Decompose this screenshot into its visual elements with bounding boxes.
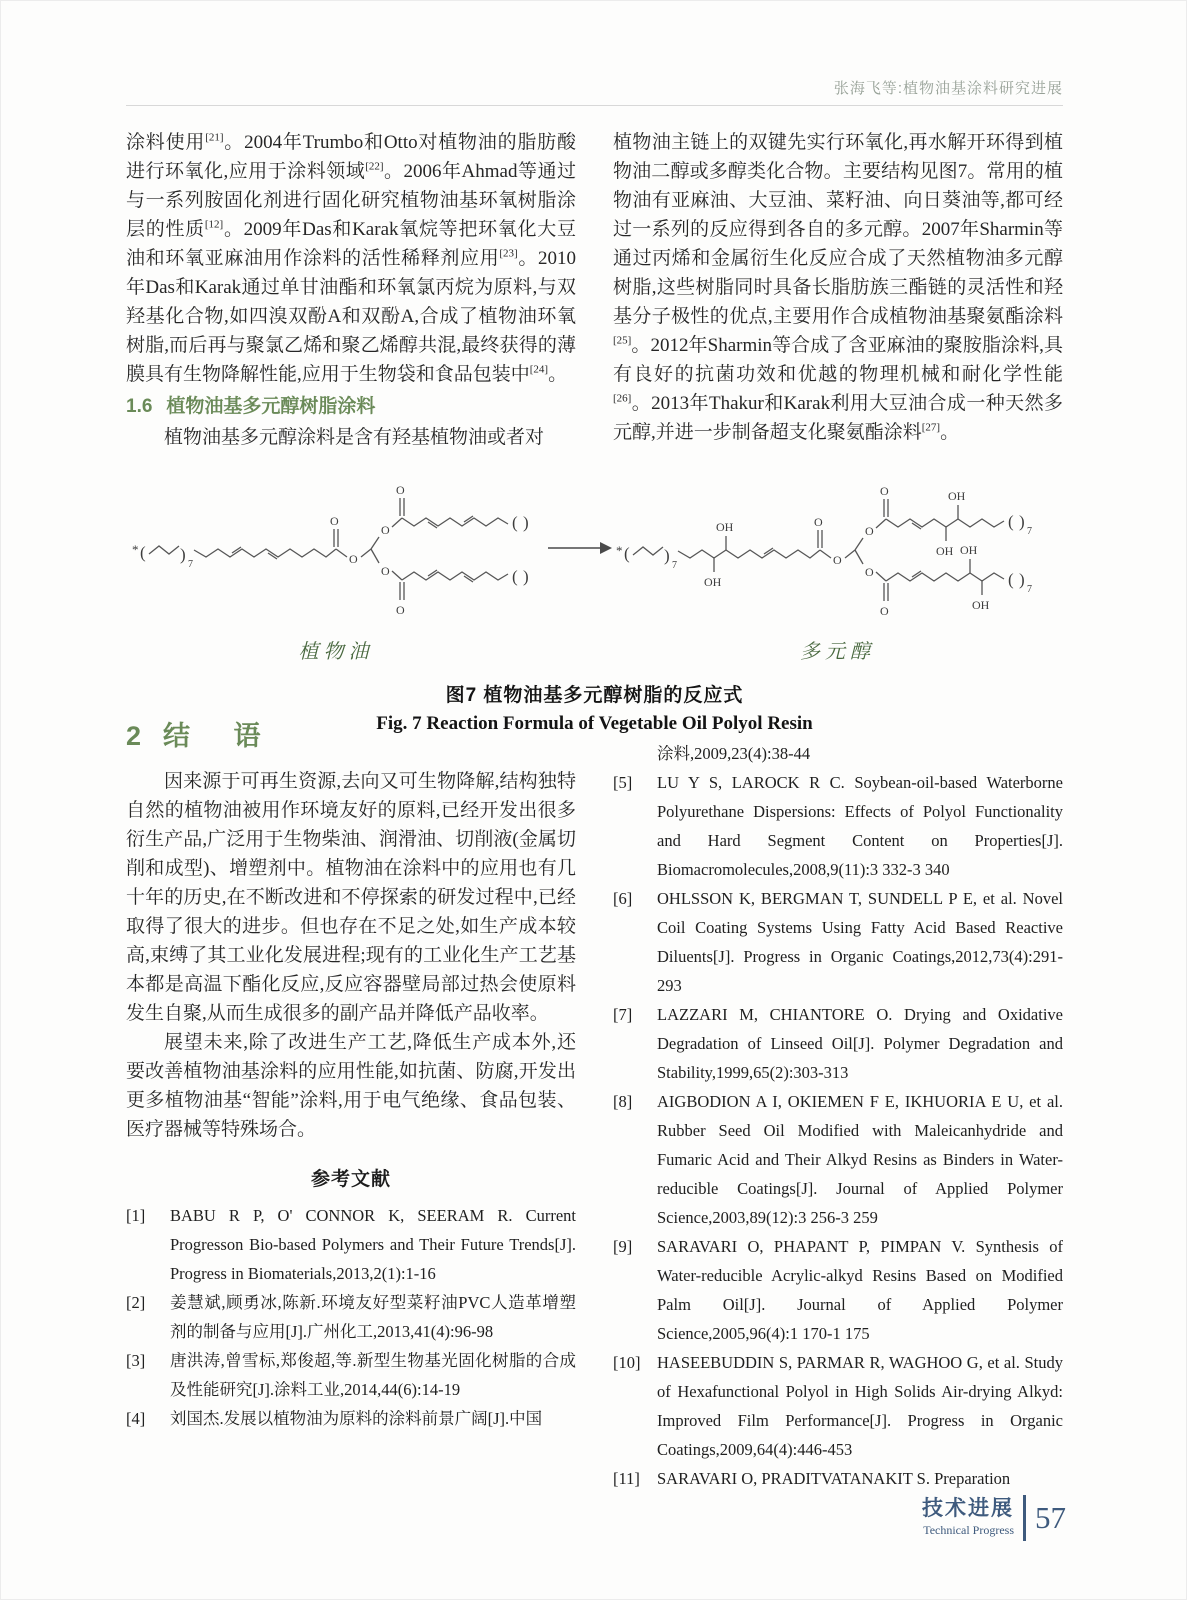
reference-text: LAZZARI M, CHIANTORE O. Drying and Oxidative Degradation of Linseed Oil[J]. Polymer Degradation and Stability,1999,65(2):303-313 <box>657 1005 1063 1082</box>
reference-text: HASEEBUDDIN S, PARMAR R, WAGHOO G, et al. Study of Hexafunctional Polyol in High Solids Air-drying Alkyd: Improved Film Performance[J]. Progress in Organic Coatings,2009,64(4):446-453 <box>657 1353 1063 1459</box>
svg-text:(: ( <box>624 544 630 563</box>
svg-text:OH: OH <box>936 544 954 558</box>
reference-text: OHLSSON K, BERGMAN T, SUNDELL P E, et al. Novel Coil Coating Systems Using Fatty Acid Based Reactive Diluents[J]. Progress in Organic Coatings,2012,73(4):291-293 <box>657 889 1063 995</box>
reference-text: BABU R P, O' CONNOR K, SEERAM R. Current Progresson Bio-based Polymers and Their Future Trends[J]. Progress in Biomaterials,2013,2(1):1-16 <box>170 1206 576 1283</box>
svg-text:O: O <box>349 552 358 566</box>
reference-text: 姜慧斌,顾勇冰,陈新.环境友好型菜籽油PVC人造革增塑剂的制备与应用[J].广州化工,2013,41(4):96-98 <box>170 1293 576 1341</box>
svg-text:): ) <box>523 513 529 532</box>
figure-structures <box>126 463 1063 633</box>
svg-text:*: * <box>132 542 139 557</box>
svg-text:O: O <box>833 553 842 567</box>
bottom-columns <box>126 713 1063 1493</box>
footer-divider-bar <box>1023 1495 1026 1541</box>
reference-number: [2] <box>126 1293 146 1312</box>
paragraph-continuation: 涂料使用[21]。2004年Trumbo和Otto对植物油的脂肪酸进行环氧化,应用于涂料领域[22]。2006年Ahmad等通过与一系列胺固化剂进行固化研究植物油基环氧树脂涂层的性质[12]。2009年Das和Karak氧烷等把环氧化大豆油和环氧亚麻油用作涂料的活性稀释剂应用[23]。2010年Das和Karak通过单甘油酯和环氧氯丙烷为原料,与双羟基化合物,如四溴双酚A和双酚A,合成了植物油环氧树脂,而后再与聚氯乙烯和聚乙烯醇共混,最终获得的薄膜具有生物降解性能,应用于生物袋和食品包装中[24]。 <box>126 131 576 385</box>
section-number: 2 <box>126 721 142 751</box>
reference-continuation: 涂料,2009,23(4):38-44 <box>657 744 811 763</box>
reference-text: SARAVARI O, PHAPANT P, PIMPAN V. Synthesis of Water-reducible Acrylic-alkyd Resins Based on Modified Palm Oil[J]. Journal of Applied Polymer Science,2005,96(4):1 170-1 175 <box>657 1237 1063 1343</box>
figure-caption-en: Fig. 7 Reaction Formula of Vegetable Oil Polyol Resin <box>376 713 813 734</box>
reference-item <box>126 1201 576 1288</box>
svg-text:(: ( <box>140 543 146 562</box>
conclusion-paragraph-2: 展望未来,除了改进生产工艺,降低生产成本外,还要改善植物油基涂料的应用性能,如抗菌、防腐,开发出更多植物油基“智能”涂料,用于电气绝缘、食品包装、医疗器械等特殊场合。 <box>126 1032 576 1140</box>
structure-label-vegetable-oil: 植物油 <box>298 641 374 663</box>
reference-item <box>126 1288 576 1346</box>
reference-text: 唐洪涛,曾雪标,郑俊超,等.新型生物基光固化树脂的合成及性能研究[J].涂料工业,2014,44(6):14-19 <box>170 1351 576 1399</box>
svg-text:): ) <box>1019 570 1025 589</box>
reference-item <box>126 1346 576 1404</box>
svg-text:O: O <box>865 524 874 538</box>
reference-number: [4] <box>126 1409 146 1428</box>
svg-text:O: O <box>381 523 390 537</box>
right-column-top <box>613 128 1063 452</box>
reference-item <box>613 1087 1063 1232</box>
references-heading: 参考文献 <box>310 1169 391 1190</box>
running-header <box>126 77 1063 98</box>
reference-item <box>126 1404 576 1433</box>
svg-text:O: O <box>865 565 874 579</box>
reference-number: [3] <box>126 1351 146 1370</box>
reference-item <box>613 884 1063 1000</box>
section-number: 1.6 <box>126 396 153 417</box>
reference-number: [10] <box>613 1353 641 1372</box>
running-header-text: 张海飞等:植物油基涂料研究进展 <box>833 80 1063 97</box>
reference-item <box>613 1348 1063 1464</box>
footer-label-en: Technical Progress <box>923 1523 1014 1537</box>
reference-text: AIGBODION A I, OKIEMEN F E, IKHUORIA E U, et al. Rubber Seed Oil Modified with Maleicanhydride and Fumaric Acid and Their Alkyd Resins as Binders in Water-reducible Coatings[J]. Journal of Applied Polymer Science,2003,89(12):3 256-3 259 <box>657 1092 1063 1227</box>
section-title: 植物油基多元醇树脂涂料 <box>166 396 376 417</box>
section-heading-2 <box>126 719 576 753</box>
reference-text: LU Y S, LAROCK R C. Soybean-oil-based Waterborne Polyurethane Dispersions: Effects of Polyol Functionality and Hard Segment Content on Properties[J]. Biomacromolecules,2008,9(11):3 332-3 340 <box>657 773 1063 879</box>
svg-text:7: 7 <box>1027 526 1032 537</box>
reference-number: [9] <box>613 1237 633 1256</box>
figure-7 <box>126 463 1063 735</box>
left-column-bottom <box>126 713 576 1493</box>
reference-item <box>613 768 1063 884</box>
svg-text:7: 7 <box>672 560 677 571</box>
svg-text:): ) <box>1019 512 1025 531</box>
section-heading-1-6 <box>126 391 576 423</box>
svg-text:7: 7 <box>188 559 193 570</box>
svg-text:OH: OH <box>716 520 734 534</box>
section-title: 结 语 <box>163 721 279 751</box>
reaction-arrow <box>546 538 612 558</box>
reference-item <box>613 1464 1063 1493</box>
svg-text:OH: OH <box>972 598 990 612</box>
svg-text:O: O <box>814 515 823 529</box>
svg-text:): ) <box>523 567 529 586</box>
top-columns <box>126 128 1063 452</box>
figure-caption-cn: 图7 植物油基多元醇树脂的反应式 <box>445 685 744 706</box>
svg-text:*: * <box>616 543 623 558</box>
footer-section-label <box>922 1498 1014 1538</box>
footer-label-cn: 技术进展 <box>922 1497 1014 1520</box>
right-column-bottom <box>613 713 1063 1493</box>
reference-list-right <box>613 768 1063 1493</box>
label-cell-right <box>612 635 1063 664</box>
reference-item <box>613 1000 1063 1087</box>
reference-number: [8] <box>613 1092 633 1111</box>
paragraph-right: 植物油主链上的双键先实行环氧化,再水解开环得到植物油二醇或多醇类化合物。主要结构见图7。常用的植物油有亚麻油、大豆油、菜籽油、向日葵油等,都可经过一系列的反应得到各自的多元醇。2007年Sharmin等通过丙烯和金属衍生化反应合成了天然植物油多元醇树脂,这些树脂同时具备长脂肪族三酯链的灵活性和羟基分子极性的优点,主要用作合成植物油基聚氨酯涂料[25]。2012年Sharmin等合成了含亚麻油的聚胺脂涂料,具有良好的抗菌功效和优越的物理机械和耐化学性能[26]。2013年Thakur和Karak利用大豆油合成一种天然多元醇,并进一步制备超支化聚氨酯涂料[27]。 <box>613 132 1063 443</box>
page-number: 57 <box>1035 1500 1066 1535</box>
reference-list-left <box>126 1201 576 1433</box>
polyol-structure <box>612 463 1063 633</box>
svg-text:): ) <box>664 546 670 565</box>
svg-text:O: O <box>396 483 405 497</box>
left-column-top <box>126 128 576 452</box>
reference-number: [6] <box>613 889 633 908</box>
structure-label-polyol: 多元醇 <box>800 641 875 663</box>
svg-text:7: 7 <box>1027 584 1032 595</box>
svg-text:O: O <box>381 564 390 578</box>
svg-text:O: O <box>396 603 405 617</box>
label-cell-left <box>126 635 546 664</box>
svg-text:OH: OH <box>948 489 966 503</box>
svg-text:): ) <box>180 545 186 564</box>
svg-text:O: O <box>880 604 889 618</box>
svg-text:O: O <box>880 484 889 498</box>
vegetable-oil-structure <box>126 468 546 628</box>
svg-text:(: ( <box>512 567 518 586</box>
svg-text:O: O <box>330 514 339 528</box>
reference-item <box>613 1232 1063 1348</box>
reference-text: 刘国杰.发展以植物油为原料的涂料前景广阔[J].中国 <box>170 1409 543 1428</box>
reference-number: [7] <box>613 1005 633 1024</box>
reference-number: [5] <box>613 773 633 792</box>
svg-text:(: ( <box>1008 512 1014 531</box>
reference-number: [11] <box>613 1469 640 1488</box>
conclusion-paragraph-1: 因来源于可再生资源,去向又可生物降解,结构独特自然的植物油被用作环境友好的原料,已经开发出很多衍生产品,广泛用于生物柴油、润滑油、切削液(金属切削和成型)、增塑剂中。植物油在涂料中的应用也有几十年的历史,在不断改进和不停探索的研发过程中,已经取得了很大的进步。但也存在不足之处,如生产成本较高,束缚了其工业化发展进程;现有的工业化生产工艺基本都是高温下酯化反应,反应容器壁局部过热会使原料发生自聚,从而生成很多的副产品并降低产品收率。 <box>126 771 576 1024</box>
section-lead-line: 植物油基多元醇涂料是含有羟基植物油或者对 <box>164 427 545 448</box>
page-footer <box>922 1495 1066 1541</box>
reference-number: [1] <box>126 1206 146 1225</box>
svg-text:OH: OH <box>704 575 722 589</box>
reference-text: SARAVARI O, PRADITVATANAKIT S. Preparation <box>657 1469 1011 1488</box>
figure-labels <box>126 635 1063 664</box>
svg-text:OH: OH <box>960 543 978 557</box>
header-rule <box>126 105 1063 106</box>
svg-text:(: ( <box>1008 570 1014 589</box>
svg-text:(: ( <box>512 513 518 532</box>
